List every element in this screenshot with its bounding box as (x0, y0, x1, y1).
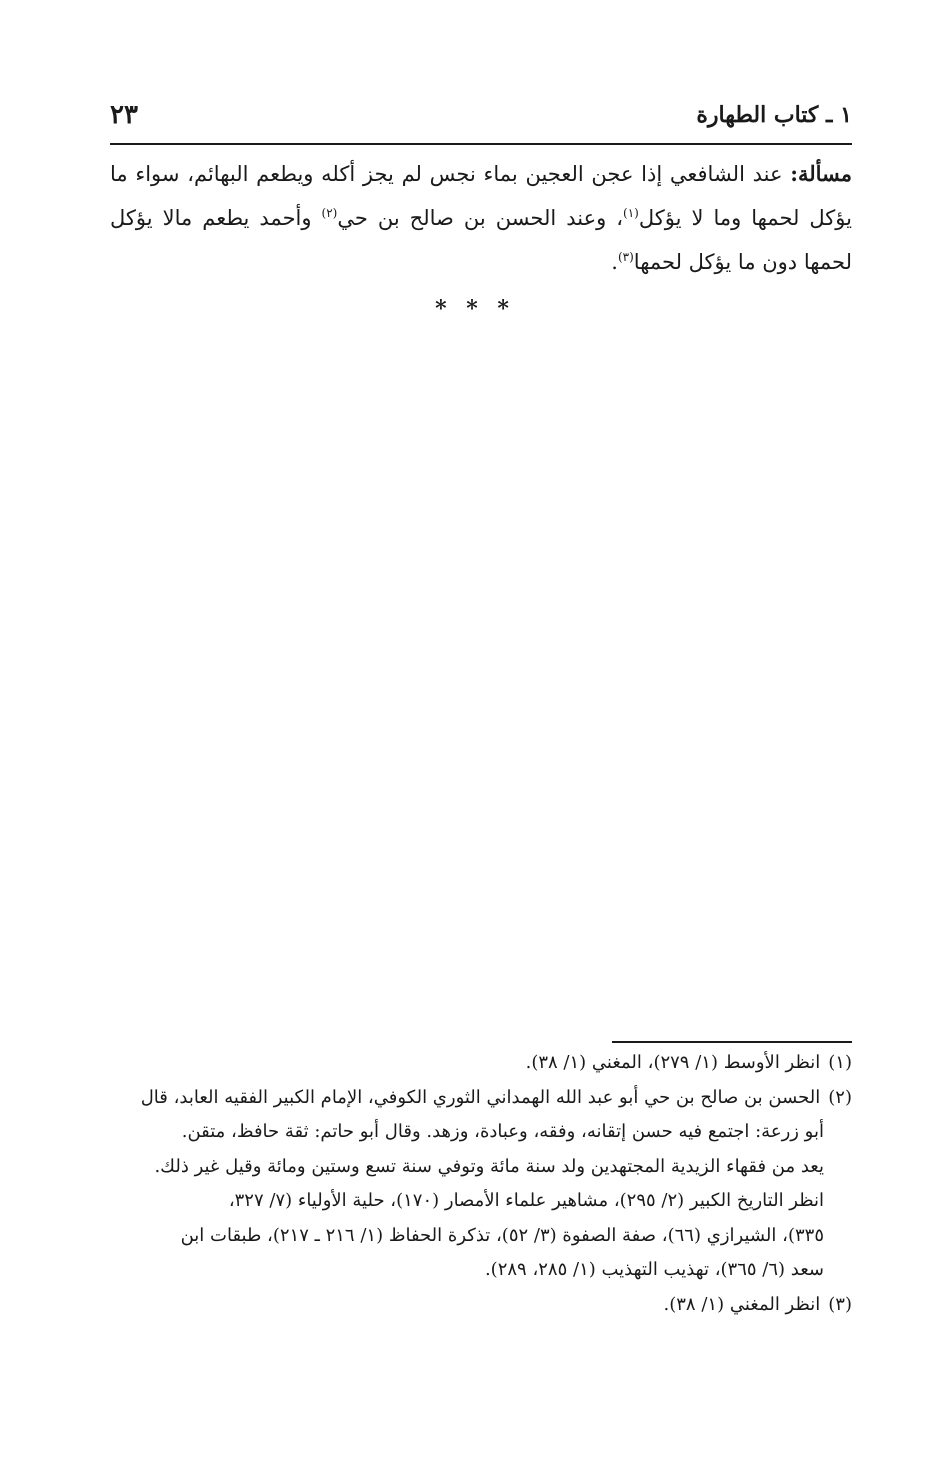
footnote-text: الحسن بن صالح بن حي أبو عبد الله الهمداني الثوري الكوفي، الإمام الكبير الفقيه العابد، قال (140, 1086, 821, 1108)
footnote-ref-2[interactable]: (٢) (321, 206, 338, 220)
footnote-line: سعد (٦/ ٣٦٥)، تهذيب التهذيب (١/ ٢٨٥، ٢٨٩). (484, 1259, 824, 1280)
footnote-line (110, 1288, 852, 1323)
footnote-3 (110, 1288, 852, 1323)
paragraph-text-3: وأحمد يطعم مالا يؤكل لحمها دون ما يؤكل لحمها (110, 206, 852, 274)
page-number: ٢٣ (110, 100, 138, 130)
footnote-2 (110, 1081, 852, 1288)
footnote-number: (١) (828, 1052, 852, 1073)
footnotes (110, 1046, 852, 1322)
header-rule (110, 143, 852, 145)
footnote-line: يعد من فقهاء الزيدية المجتهدين ولد سنة مائة وتوفي سنة تسع وستين ومائة وقيل غير ذلك. (154, 1155, 824, 1177)
chapter-title: ١ ـ كتاب الطهارة (696, 102, 852, 128)
paragraph-text-4: . (611, 250, 618, 274)
footnote-line: انظر التاريخ الكبير (٢/ ٢٩٥)، مشاهير علماء الأمصار (١٧٠)، حلية الأولياء (٧/ ٣٢٧، (228, 1190, 824, 1211)
footnote-line: ٣٣٥)، الشيرازي (٦٦)، صفة الصفوة (٣/ ٥٢)، تذكرة الحفاظ (١/ ٢١٦ ـ ٢١٧)، طبقات ابن (180, 1224, 824, 1246)
main-paragraph (110, 152, 852, 284)
paragraph-text-2: ، وعند الحسن بن صالح بن حي (337, 206, 624, 230)
footnote-ref-3[interactable]: (٣) (617, 250, 634, 264)
footnote-number: (٢) (828, 1086, 852, 1108)
footnote-text: انظر المغني (١/ ٣٨). (663, 1293, 821, 1315)
footnote-line: أبو زرعة: اجتمع فيه حسن إتقانه، وفقه، وعبادة، وزهد. وقال أبو حاتم: ثقة حافظ، متقن. (181, 1121, 824, 1142)
footnote-number: (٣) (828, 1293, 852, 1315)
paragraph-text-1: عند الشافعي إذا عجن العجين بماء نجس لم يجز أكله ويطعم البهائم، سواء ما يؤكل لحمها وما لا يؤكل (110, 162, 852, 230)
footnote-rule (612, 1041, 852, 1043)
footnote-text: انظر الأوسط (١/ ٢٧٩)، المغني (١/ ٣٨). (525, 1052, 821, 1073)
issue-label: مسألة: (790, 161, 852, 186)
page-header (110, 100, 852, 140)
footnote-ref-1[interactable]: (١) (623, 206, 639, 220)
footnote-line (110, 1046, 852, 1081)
footnote-line (110, 1081, 852, 1116)
section-separator: * * * (435, 296, 515, 322)
footnote-1 (110, 1046, 852, 1081)
